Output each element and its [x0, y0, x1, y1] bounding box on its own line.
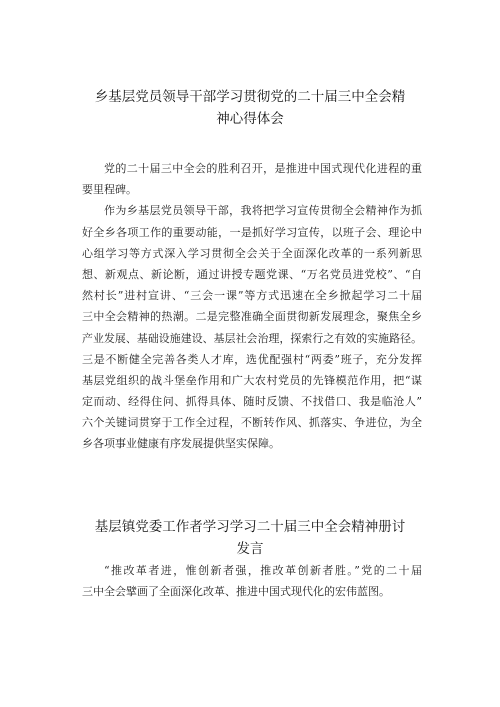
section1-title — [80, 86, 420, 130]
body-line: 三是不断健全完善各类人才库，选优配强村“两委”班子，充分发挥 — [82, 352, 422, 366]
section2-body — [82, 560, 422, 602]
section2-title-line2: 发言 — [236, 541, 264, 557]
body-line: 三中全会精神的热潮。二是完整准确全面贯彻新发展理念，聚焦全乡 — [82, 310, 422, 324]
section1-title-line1: 乡基层党员领导干部学习贯彻党的二十届三中全会精 — [94, 89, 406, 105]
section2-title-line1: 基层镇党委工作者学习学习二十届三中全会精神册讨 — [94, 519, 406, 535]
body-line: 基层党组织的战斗堡垒作用和广大农村党员的先锋模范作用，把“谋 — [82, 373, 422, 387]
section1-body — [82, 158, 422, 455]
body-line: 心组学习等方式深入学习贯彻全会关于全面深化改革的一系列新思 — [82, 246, 422, 260]
body-line: 三中全会擘画了全面深化改革、推进中国式现代化的宏伟蓝图。 — [82, 585, 390, 599]
body-line: 作为乡基层党员领导干部，我将把学习宣传贯彻全会精神作为抓 — [104, 204, 422, 218]
body-line: 要里程碑。 — [82, 183, 137, 197]
body-line: 乡各项事业健康有序发展提供坚实保障。 — [82, 437, 280, 451]
section1-title-line2: 神心得体会 — [216, 111, 284, 127]
body-line: 想、新观点、新论断，通过讲授专题党课、“万名党员进党校”、“自 — [82, 267, 422, 281]
body-line: 六个关键词贯穿于工作全过程，不断转作风、抓落实、争进位，为全 — [82, 416, 422, 430]
body-line: 定而动、经得住问、抓得具体、随时反馈、不找借口、我是临沧人” — [82, 395, 422, 409]
body-line: 党的二十届三中全会的胜利召开，是推进中国式现代化进程的重 — [104, 162, 422, 175]
body-line: “推改革者进，惟创新者强，推改革创新者胜。”党的二十届 — [104, 564, 422, 577]
section2-title — [80, 516, 420, 560]
body-line: 产业发展、基础设施建设、基层社会治理，探索行之有效的实施路径。 — [82, 331, 422, 345]
body-line: 好全乡各项工作的重要动能，一是抓好学习宣传，以班子会、理论中 — [82, 225, 422, 239]
body-line: 然村长”进村宣讲、“三会一课”等方式迅速在全乡掀起学习二十届 — [82, 289, 422, 303]
